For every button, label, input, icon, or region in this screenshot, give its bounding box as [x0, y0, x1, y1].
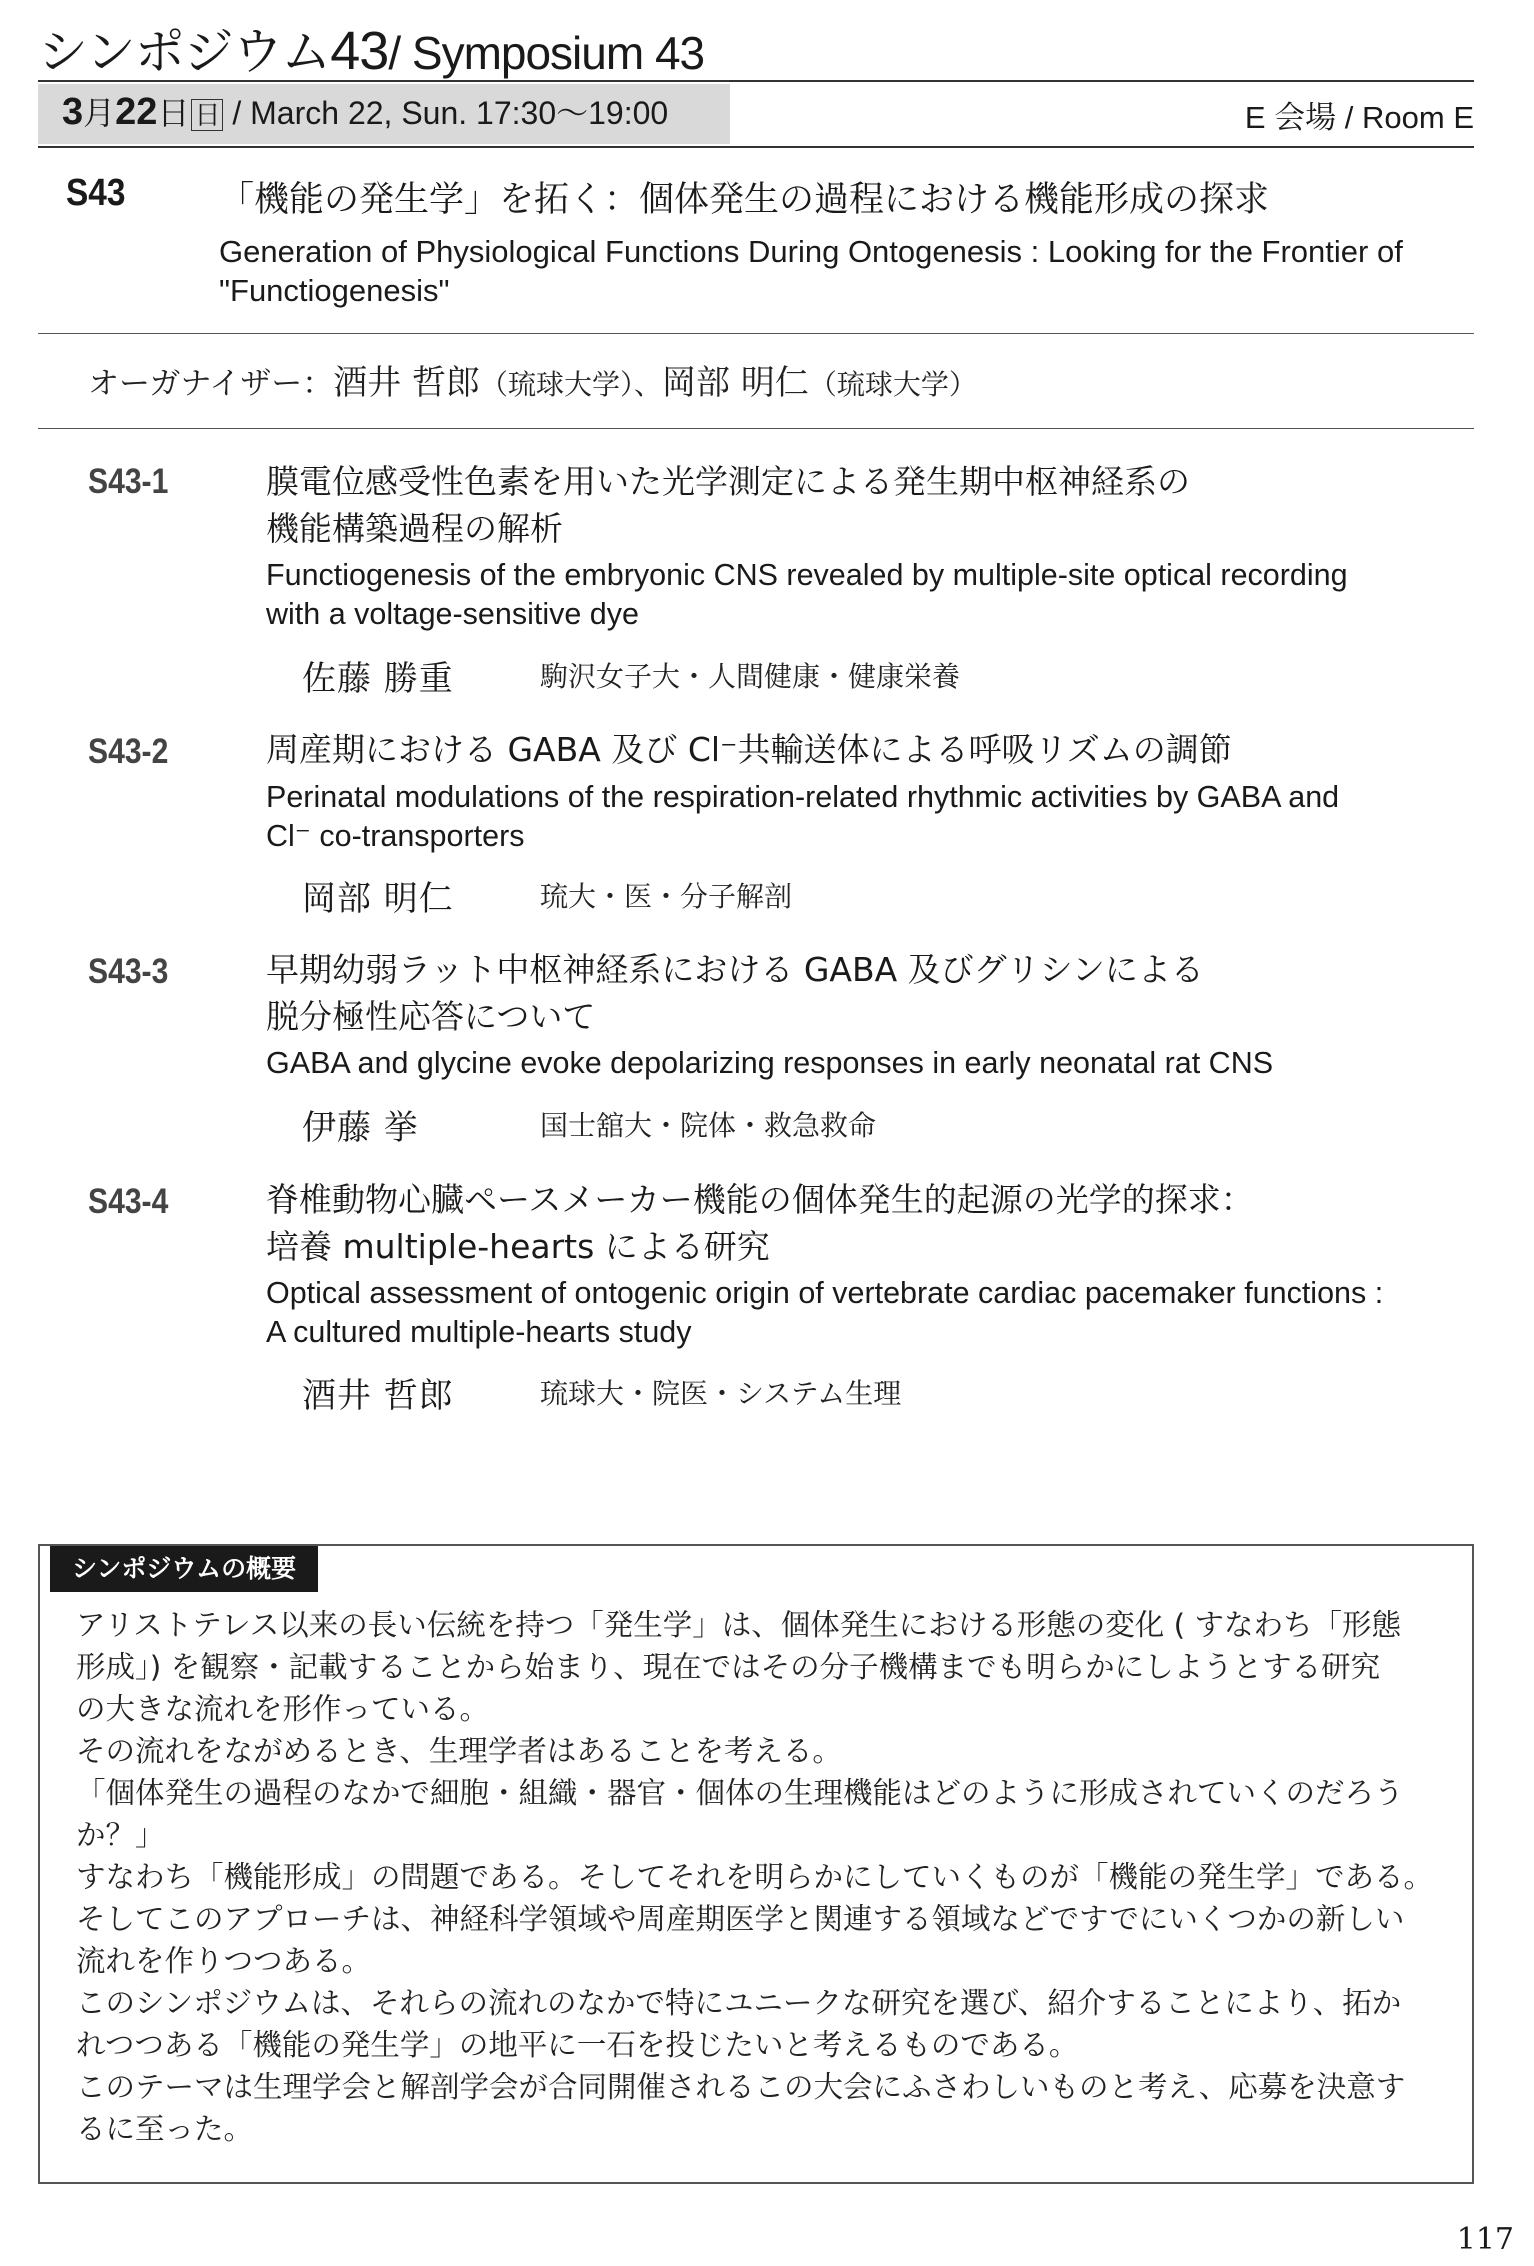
talk-title-en-line: Cl⁻ co-transporters — [266, 819, 525, 853]
talk-title-en — [266, 556, 1476, 634]
organizer-name: 酒井 哲郎 — [333, 363, 481, 403]
talk-affiliation: 琉大・医・分子解剖 — [540, 880, 793, 913]
talk-author: 酒井 哲郎 — [302, 1376, 454, 1416]
organizers — [88, 355, 977, 404]
organizer-affiliation: （琉球大学）、 — [480, 368, 663, 401]
title-number: 43 — [330, 21, 389, 81]
organizer-name: 岡部 明仁 — [662, 363, 809, 403]
talk-title-ja-line: 脊椎動物心臓ペースメーカー機能の個体発生的起源の光学的探求： — [266, 1180, 1254, 1219]
talk-title-ja-line: 早期幼弱ラット中枢神経系における GABA 及びグリシンによる — [266, 950, 1204, 989]
talk-title-en-line: GABA and glycine evoke depolarizing responses in early neonatal rat CNS — [266, 1046, 1274, 1080]
overview-line: 流れを作りつつある。 — [76, 1944, 372, 1978]
title-ja: シンポジウム — [38, 23, 331, 81]
date-day: 22 — [115, 91, 158, 133]
talk-title-en — [266, 1274, 1476, 1352]
date-weekday-badge: 日 — [191, 99, 223, 131]
overview-line: か？」 — [76, 1818, 165, 1852]
overview-line: るに至った。 — [76, 2112, 254, 2146]
talk-id: S43-4 — [88, 1182, 169, 1221]
overview-line: すなわち「機能形成」の問題である。そしてそれを明らかにしていくものが「機能の発生学」である。 — [76, 1860, 1434, 1894]
talk-title-en-line: Functiogenesis of the embryonic CNS revealed by multiple-site optical recording — [266, 558, 1348, 592]
talk-title-ja — [266, 458, 1466, 552]
talk-affiliation: 国士舘大・院体・救急救命 — [540, 1109, 877, 1142]
overview-label: シンポジウムの概要 — [50, 1546, 318, 1592]
divider — [38, 333, 1474, 334]
page-number: 117 — [1456, 2222, 1514, 2257]
session-title-ja: 「機能の発生学」を拓く：個体発生の過程における機能形成の探求 — [219, 180, 1270, 220]
organizer-affiliation: （琉球大学） — [808, 368, 977, 401]
talk-title-en — [266, 778, 1476, 856]
talk-affiliation: 琉球大・院医・システム生理 — [540, 1377, 902, 1410]
overview-line: その流れをながめるとき、生理学者はあることを考える。 — [76, 1734, 842, 1768]
talk-title-en-line: Perinatal modulations of the respiration-related rhythmic activities by GABA and — [266, 780, 1340, 814]
overview-line: れつつある「機能の発生学」の地平に一石を投じたいと考えるものである。 — [76, 2028, 1079, 2062]
date-month: 3 — [62, 91, 84, 133]
session-title-en: Generation of Physiological Functions During Ontogenesis : Looking for the Frontier of "Functiogenesis" — [219, 234, 1403, 308]
date-month-unit: 月 — [83, 95, 116, 131]
talk-title-ja — [266, 726, 1466, 773]
talk-affiliation: 駒沢女子大・人間健康・健康栄養 — [540, 660, 961, 693]
date-en: / March 22, Sun. 17:30〜19:00 — [223, 95, 669, 131]
date-day-unit: 日 — [157, 95, 190, 131]
talk-id: S43-3 — [88, 952, 169, 991]
session-date — [62, 88, 668, 134]
session-id: S43 — [66, 172, 126, 214]
overview-line: そしてこのアプローチは、神経科学領域や周産期医学と関連する領域などですでにいくつかの新しい — [76, 1902, 1405, 1936]
talk-author: 佐藤 勝重 — [302, 659, 454, 699]
overview-line: 形成」) を観察・記載することから始まり、現在ではその分子機構までも明らかにしようとする研究 — [76, 1650, 1381, 1684]
talk-title-en-line: Optical assessment of ontogenic origin of vertebrate cardiac pacemaker functions : — [266, 1276, 1384, 1310]
divider — [38, 428, 1474, 429]
talk-title-ja-line: 膜電位感受性色素を用いた光学測定による発生期中枢神経系の — [266, 462, 1190, 501]
talk-title-ja-line: 機能構築過程の解析 — [266, 509, 563, 548]
talk-title-ja-line: 培養 multiple-hearts による研究 — [266, 1227, 770, 1266]
overview-line: 「個体発生の過程のなかで細胞・組織・器官・個体の生理機能はどのように形成されていくのだろう — [76, 1776, 1404, 1810]
talk-id: S43-2 — [88, 732, 169, 771]
overview-line: アリストテレス以来の長い伝統を持つ「発生学」は、個体発生における形態の変化 ( すなわち「形態 — [76, 1608, 1402, 1642]
room-label: E 会場 / Room E — [1244, 100, 1474, 135]
talk-title-en-line: with a voltage-sensitive dye — [266, 597, 639, 631]
talk-title-ja-line: 脱分極性応答について — [266, 997, 596, 1036]
page-title — [38, 12, 704, 84]
overview-line: このテーマは生理学会と解剖学会が合同開催されるこの大会にふさわしいものと考え、応募を決意す — [76, 2070, 1406, 2104]
overview-line: の大きな流れを形作っている。 — [76, 1692, 490, 1726]
talk-title-ja — [266, 946, 1466, 1040]
overview-line: このシンポジウムは、それらの流れのなかで特にユニークな研究を選び、紹介することにより、拓か — [76, 1986, 1402, 2020]
talk-author: 伊藤 挙 — [302, 1108, 419, 1148]
overview-body — [76, 1604, 1466, 2150]
talk-title-ja — [266, 1176, 1466, 1270]
talk-title-en-line: A cultured multiple-hearts study — [266, 1315, 692, 1349]
talk-title-ja-line: 周産期における GABA 及び Cl⁻共輸送体による呼吸リズムの調節 — [266, 730, 1232, 769]
talk-author: 岡部 明仁 — [302, 879, 454, 919]
header-rule — [38, 80, 1474, 82]
talk-title-en — [266, 1044, 1476, 1083]
title-en: / Symposium 43 — [388, 27, 705, 79]
organizer-label: オーガナイザー： — [88, 366, 334, 402]
talk-id: S43-1 — [88, 462, 169, 501]
date-rule — [38, 146, 1474, 148]
